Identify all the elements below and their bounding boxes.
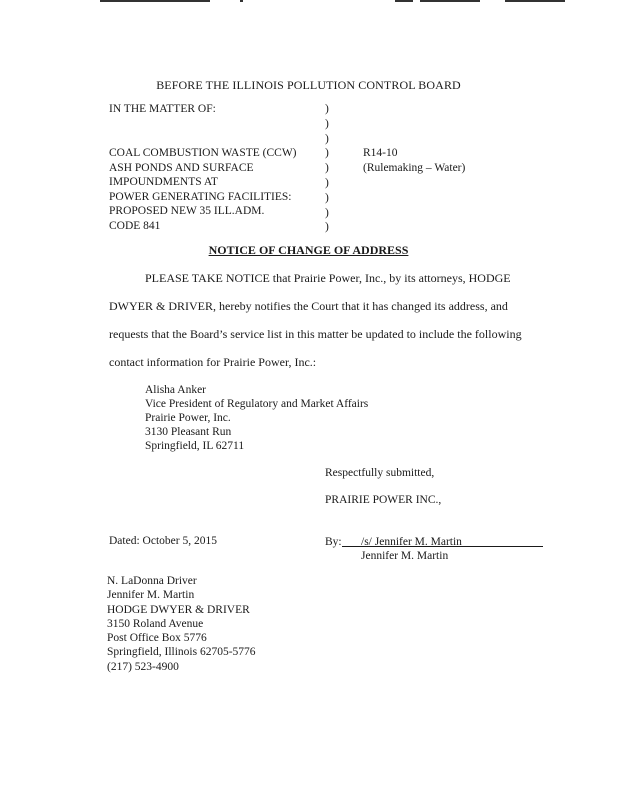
contact-block [145,383,368,453]
caption-line: IMPOUNDMENTS AT [109,176,218,188]
in-the-matter-label: IN THE MATTER OF: [109,103,216,115]
paren: ) [325,191,329,204]
company-name: PRAIRIE POWER INC., [325,494,442,506]
caption-line: CODE 841 [109,219,161,232]
contact-line: Vice President of Regulatory and Market Affairs [145,398,369,410]
caption-line: PROPOSED NEW 35 ILL.ADM. [109,205,265,217]
signer-name: Jennifer M. Martin [361,550,449,562]
contact-line: 3130 Pleasant Run [145,426,232,438]
caption-parentheses [325,102,329,235]
body-line: DWYER & DRIVER, hereby notifies the Court that it has changed its address, and [109,299,508,313]
notice-title: NOTICE OF CHANGE OF ADDRESS [208,243,409,257]
docket-info [363,146,465,175]
body-line: requests that the Board’s service list in this matter be updated to include the following [109,327,522,341]
firm-line: Post Office Box 5776 [107,632,207,645]
firm-line: N. LaDonna Driver [107,575,197,587]
board-heading: BEFORE THE ILLINOIS POLLUTION CONTROL BOARD [156,78,461,92]
paren: ) [325,117,329,130]
contact-line: Alisha Anker [145,384,207,396]
contact-line: Prairie Power, Inc. [145,412,231,424]
paren: ) [325,206,329,219]
paren: ) [325,103,329,115]
body-line: contact information for Prairie Power, Inc.: [109,355,317,369]
paren: ) [325,221,329,234]
dated-line: Dated: October 5, 2015 [109,535,217,547]
scan-artifact [0,0,617,6]
docket-number: R14-10 [363,147,398,159]
firm-line: (217) 523-4900 [107,660,179,673]
paren: ) [325,132,329,145]
caption-line: POWER GENERATING FACILITIES: [109,190,292,203]
paren: ) [325,162,329,175]
firm-line: Springfield, Illinois 62705-5776 [107,646,256,659]
firm-block [107,574,256,674]
by-label: By: [325,536,342,548]
case-caption [109,146,297,233]
paren: ) [325,176,329,189]
contact-line: Springfield, IL 62711 [145,440,245,452]
firm-line: Jennifer M. Martin [107,589,195,602]
caption-line: COAL COMBUSTION WASTE (CCW) [109,147,297,159]
caption-line: ASH PONDS AND SURFACE [109,161,254,174]
body-line: PLEASE TAKE NOTICE that Prairie Power, Inc., by its attorneys, HODGE [145,271,511,285]
firm-line: 3150 Roland Avenue [107,617,204,630]
paren: ) [325,147,329,160]
docket-type: (Rulemaking – Water) [363,161,466,174]
firm-line: HODGE DWYER & DRIVER [107,603,250,616]
respectfully-submitted: Respectfully submitted, [325,467,435,479]
electronic-signature: /s/ Jennifer M. Martin [361,536,462,548]
